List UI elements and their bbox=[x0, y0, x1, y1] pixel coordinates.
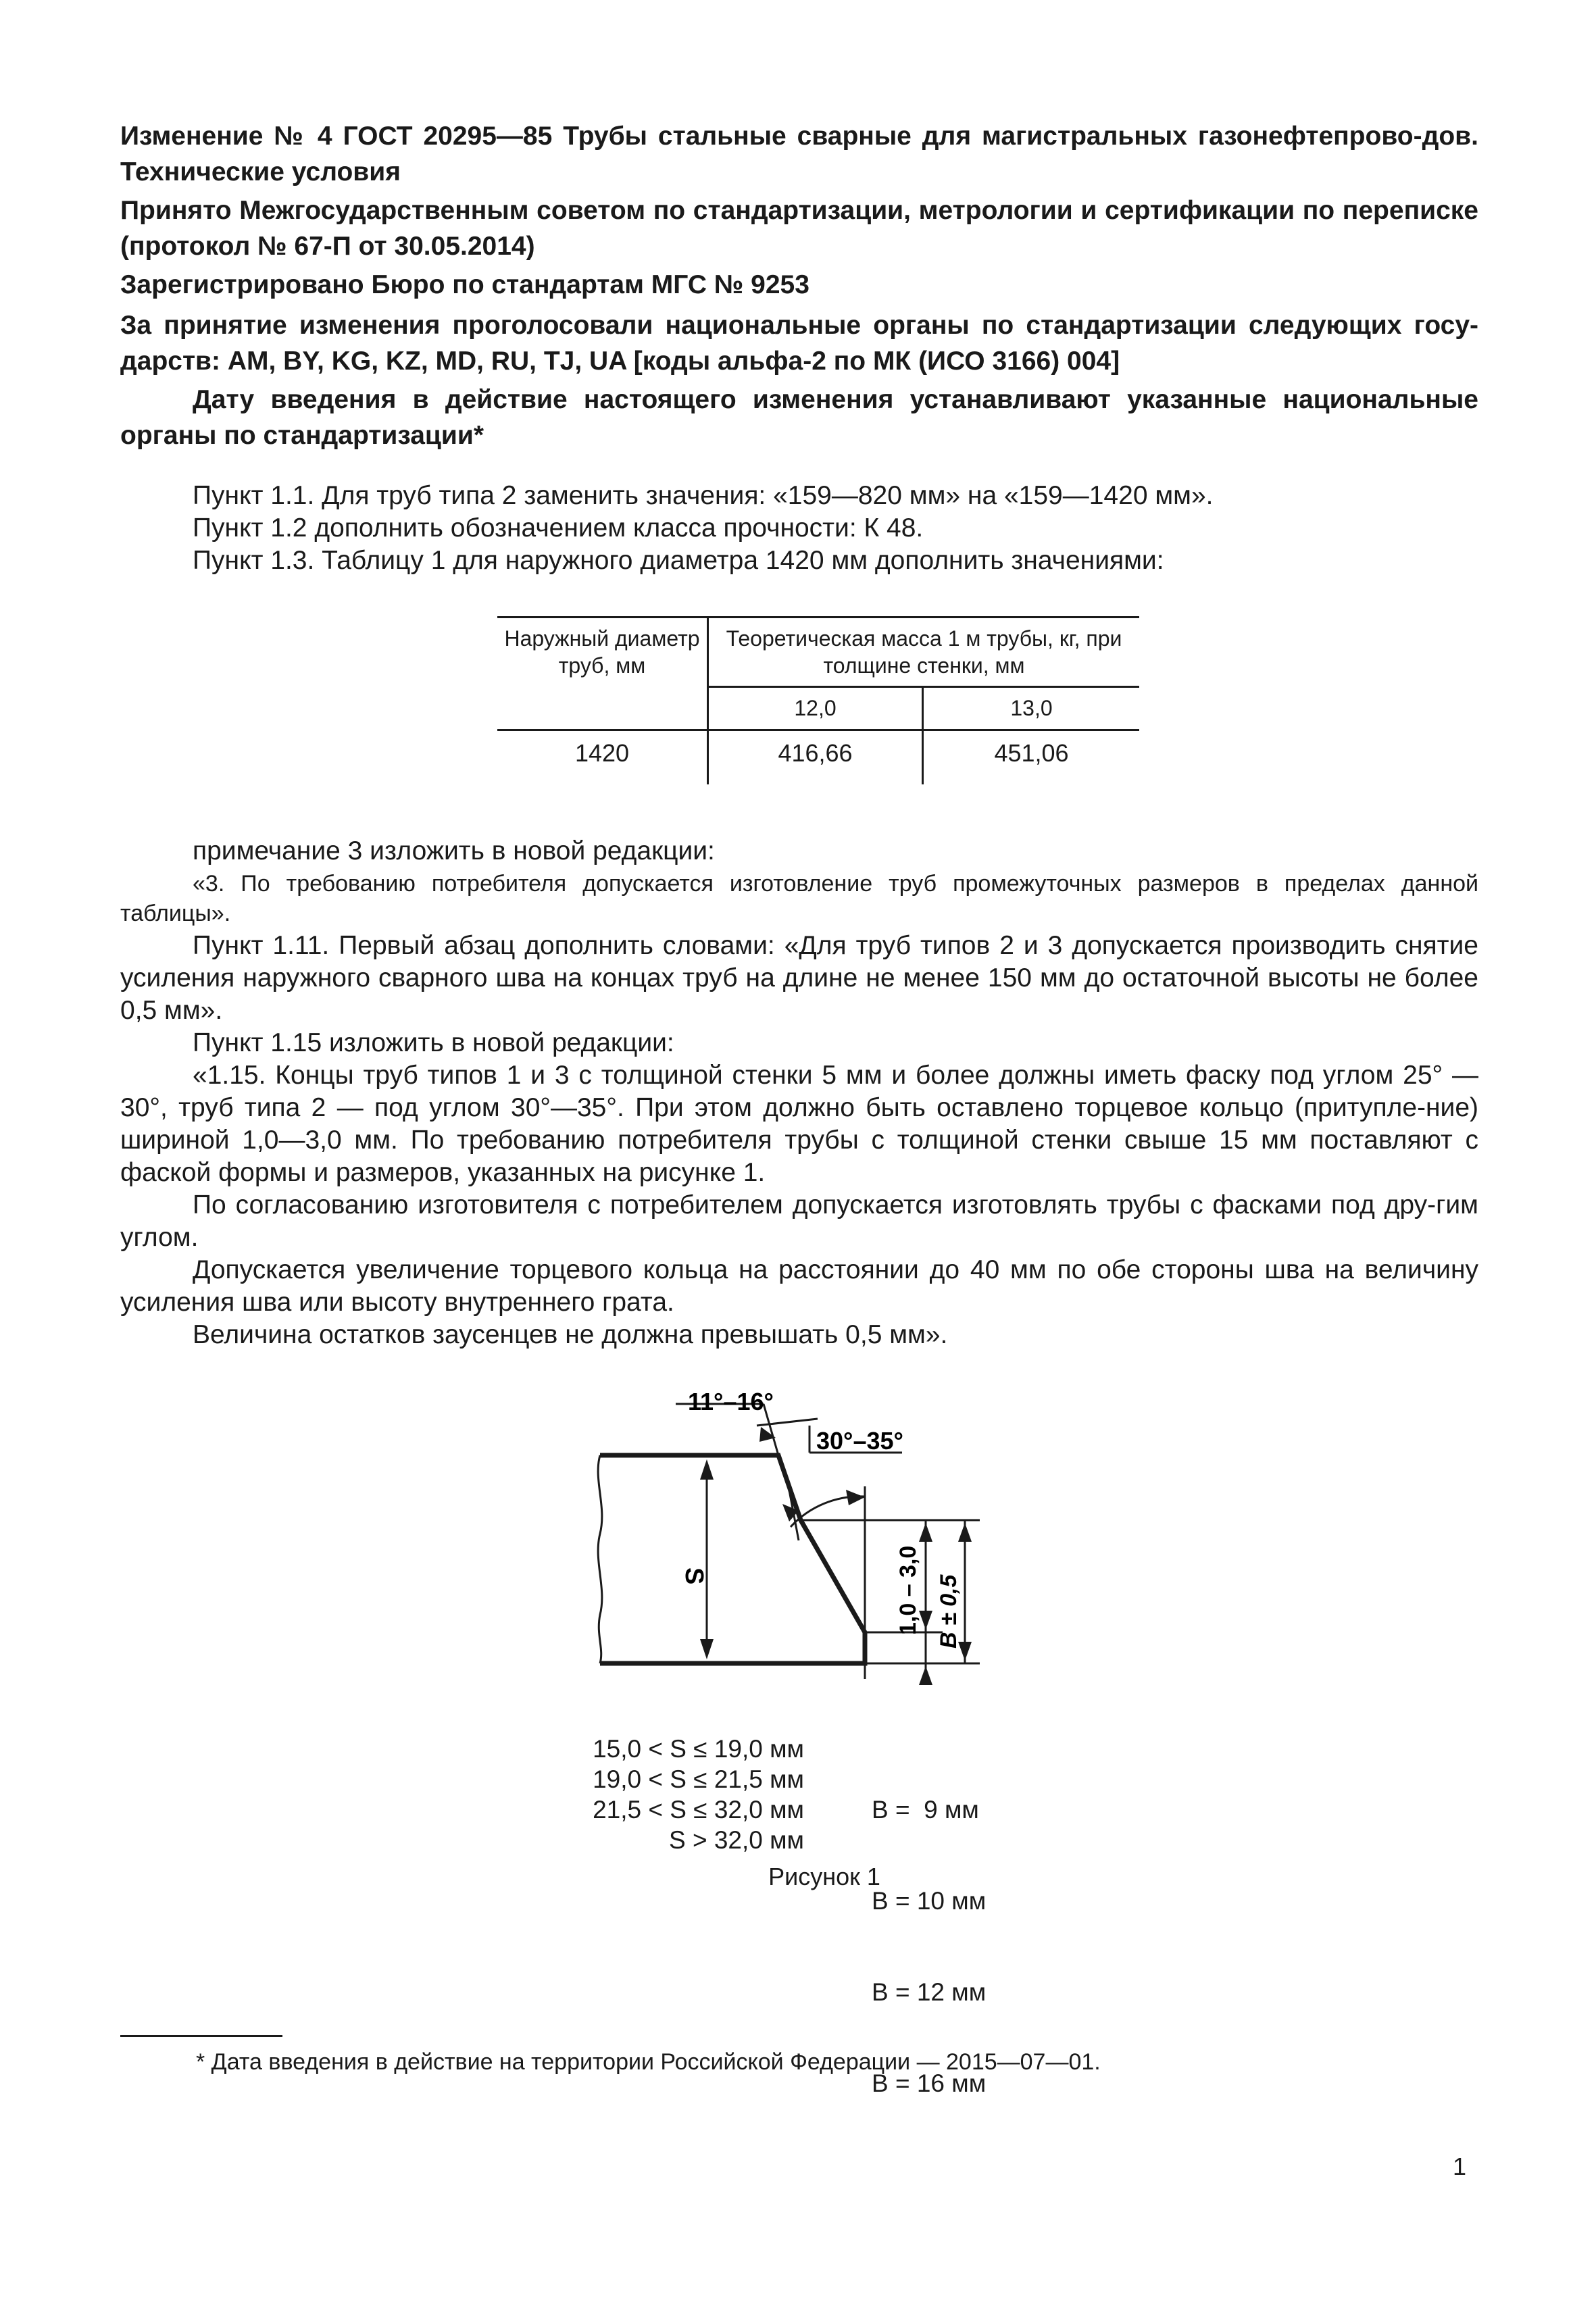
paragraph-1-15-intro: Пункт 1.15 изложить в новой редакции: bbox=[193, 1028, 674, 1057]
table-header-mass: Теоретическая масса 1 м трубы, кг, при толщине стенки, мм bbox=[708, 618, 1140, 687]
legend-s-4: S > 32,0 мм bbox=[668, 1826, 804, 1854]
legend-b-3: B = 12 мм bbox=[872, 1978, 987, 2006]
legend-b-2: B = 10 мм bbox=[872, 1887, 987, 1915]
legend-s-column bbox=[574, 1734, 804, 1855]
paragraph-burrs: Величина остатков заусенцев не должна превышать 0,5 мм». bbox=[193, 1320, 948, 1349]
paragraph-ring-increase: Допускается увеличение торцевого кольца на расстоянии до 40 мм по обе стороны шва на величину усиления шва или высоту внутреннего грата. bbox=[120, 1255, 1478, 1317]
table-subheader-12: 12,0 bbox=[708, 687, 923, 730]
table-cell-diameter: 1420 bbox=[497, 730, 708, 784]
figure-caption: Рисунок 1 bbox=[768, 1863, 880, 1890]
angle-right-label: 30°–35° bbox=[816, 1427, 903, 1455]
table-header-diameter: Наружный диаметр труб, мм bbox=[497, 618, 708, 730]
table-cell-mass-13: 451,06 bbox=[923, 730, 1140, 784]
paragraph-note3-text: «3. По требованию потребителя допускается изготовление труб промежуточных размеров в пределах данной таблицы». bbox=[120, 871, 1478, 926]
paragraph-1-3: Пункт 1.3. Таблицу 1 для наружного диаметра 1420 мм дополнить значениями: bbox=[193, 546, 1164, 575]
amendment-title: Изменение № 4 ГОСТ 20295—85 Трубы стальные сварные для магистральных газонефтепрово-дов. Технические условия bbox=[120, 122, 1478, 186]
paragraph-agreement: По согласованию изготовителя с потребителем допускается изготовлять трубы с фасками под дру-гим углом. bbox=[120, 1190, 1478, 1252]
effective-date-note: Дату введения в действие настоящего изменения устанавливают указанные национальные органы по стандартизации* bbox=[120, 385, 1478, 450]
footnote: * Дата введения в действие на территории Российской Федерации — 2015—07—01. bbox=[196, 2049, 1101, 2075]
paragraph-1-2: Пункт 1.2 дополнить обозначением класса прочности: К 48. bbox=[193, 513, 924, 543]
adoption-note: Принято Межгосударственным советом по стандартизации, метрологии и сертификации по переписке (протокол № 67-П от 30.05.2014) bbox=[120, 196, 1478, 261]
paragraph-1-15-text: «1.15. Концы труб типов 1 и 3 с толщиной стенки 5 мм и более должны иметь фаску под углом 25° — 30°, труб типа 2 — под углом 30°—35°. При этом должно быть оставлено торцевое кольцо (притупле-ние) шириной 1,0—3,0 мм. По требованию потребителя трубы с толщиной стенки свыше 15 мм поставляют с фаской формы и размеров, указанных на рисунке 1. bbox=[120, 1061, 1478, 1187]
legend-s-3: 21,5 < S ≤ 32,0 мм bbox=[593, 1796, 804, 1823]
legend-b-column bbox=[872, 1734, 993, 2159]
table-cell-mass-12: 416,66 bbox=[708, 730, 923, 784]
paragraph-1-1: Пункт 1.1. Для труб типа 2 заменить значения: «159—820 мм» на «159—1420 мм». bbox=[193, 481, 1214, 510]
page-number: 1 bbox=[1453, 2153, 1467, 2180]
paragraph-note3-intro: примечание 3 изложить в новой редакции: bbox=[193, 836, 715, 865]
paragraph-1-11: Пункт 1.11. Первый абзац дополнить словами: «Для труб типов 2 и 3 допускается производить снятие усиления наружного сварного шва на концах труб на длине не менее 150 мм до остаточной высоты не более 0,5 мм». bbox=[120, 931, 1478, 1025]
legend-b-1: B = 9 мм bbox=[872, 1796, 979, 1823]
b-dimension-label: B ± 0,5 bbox=[936, 1574, 962, 1649]
thickness-label: S bbox=[680, 1567, 708, 1585]
land-dimension-label: 1,0 – 3,0 bbox=[895, 1545, 921, 1635]
legend-b-4: B = 16 мм bbox=[872, 2069, 987, 2097]
voting-note: За принятие изменения проголосовали национальные органы по стандартизации следующих госу-дарств: AM, BY, KG, KZ, MD, RU, TJ, UA [коды альфа-2 по МК (ИСО 3166) 004] bbox=[120, 311, 1478, 376]
legend-s-1: 15,0 < S ≤ 19,0 мм bbox=[593, 1735, 804, 1763]
angle-top-label: 11°–16° bbox=[688, 1388, 774, 1415]
footnote-separator bbox=[120, 2035, 282, 2037]
registration-note: Зарегистрировано Бюро по стандартам МГС № 9253 bbox=[120, 270, 809, 299]
table-subheader-13: 13,0 bbox=[923, 687, 1140, 730]
legend-s-2: 19,0 < S ≤ 21,5 мм bbox=[593, 1765, 804, 1793]
